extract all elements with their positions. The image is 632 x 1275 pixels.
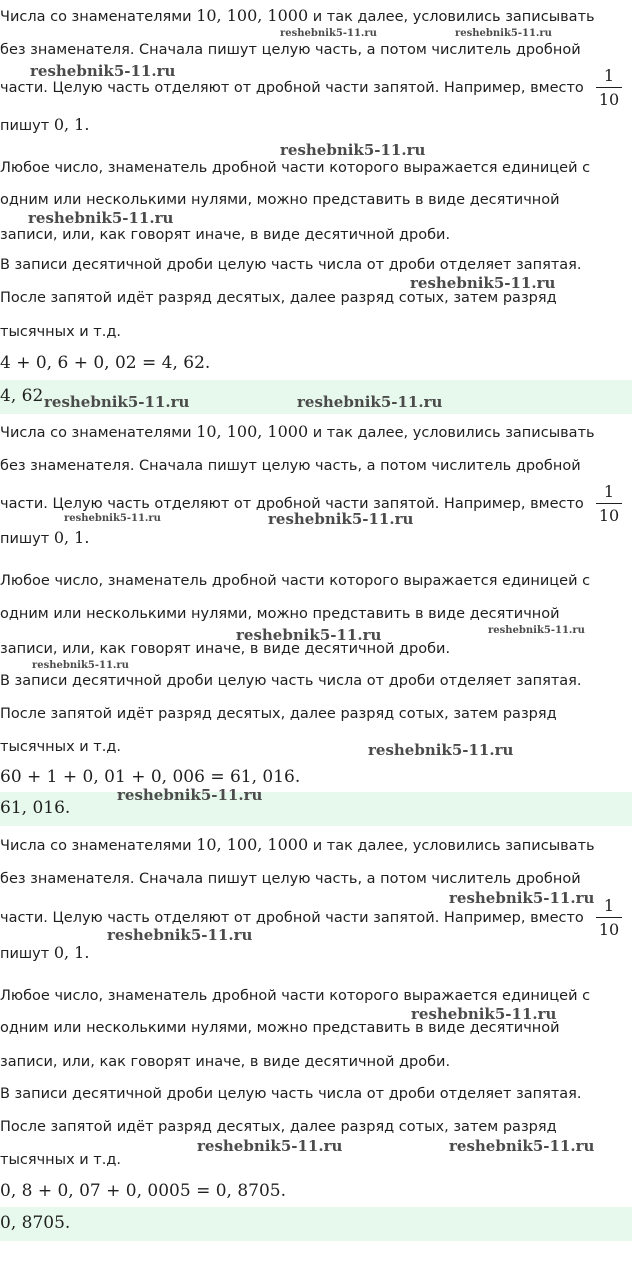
theory-line-6: одним или несколькими нулями, можно представить в виде десятичной [0, 1020, 560, 1036]
theory-line-1: Числа со знаменателями 10, 100, 1000 и так далее, условились записывать [0, 7, 595, 25]
theory-line-9: После запятой идёт разряд десятых, далее разряд сотых, затем разряд [0, 290, 557, 306]
equation-3: 0, 8 + 0, 07 + 0, 0005 = 0, 8705. [0, 1181, 287, 1201]
theory-line-2: без знаменателя. Сначала пишут целую часть, а потом числитель дробной [0, 42, 581, 58]
theory-line-4: пишут 0, 1. [0, 529, 90, 547]
theory-line-7: записи, или, как говорят иначе, в виде десятичной дроби. [0, 227, 451, 243]
watermark: reshebnik5-11.ru [455, 28, 552, 39]
theory-line-4: пишут 0, 1. [0, 944, 90, 962]
theory-line-5: Любое число, знаменатель дробной части которого выражается единицей с [0, 988, 591, 1004]
fraction-one-tenth: 1 10 [596, 66, 622, 109]
watermark: reshebnik5-11.ru [30, 62, 176, 80]
equation-2: 60 + 1 + 0, 01 + 0, 006 = 61, 016. [0, 767, 301, 787]
watermark: reshebnik5-11.ru [44, 393, 190, 411]
theory-line-1: Числа со знаменателями 10, 100, 1000 и так далее, условились записывать [0, 836, 595, 854]
theory-line-9: После запятой идёт разряд десятых, далее разряд сотых, затем разряд [0, 1119, 557, 1135]
theory-line-6: одним или несколькими нулями, можно представить в виде десятичной [0, 606, 560, 622]
theory-line-4: пишут 0, 1. [0, 116, 90, 134]
theory-line-2: без знаменателя. Сначала пишут целую часть, а потом числитель дробной [0, 871, 581, 887]
theory-line-3: части. Целую часть отделяют от дробной части запятой. Например, вместо [0, 80, 584, 96]
theory-line-7: записи, или, как говорят иначе, в виде десятичной дроби. [0, 1054, 451, 1070]
theory-line-3: части. Целую часть отделяют от дробной части запятой. Например, вместо [0, 496, 584, 512]
watermark: reshebnik5-11.ru [236, 626, 382, 644]
watermark: reshebnik5-11.ru [280, 141, 426, 159]
answer-1: 4, 62 [0, 386, 44, 406]
theory-line-6: одним или несколькими нулями, можно представить в виде десятичной [0, 192, 560, 208]
answer-box-3 [0, 1207, 632, 1241]
watermark: reshebnik5-11.ru [32, 660, 129, 671]
theory-line-10: тысячных и т.д. [0, 739, 121, 755]
watermark: reshebnik5-11.ru [197, 1137, 343, 1155]
theory-line-1: Числа со знаменателями 10, 100, 1000 и так далее, условились записывать [0, 423, 595, 441]
theory-line-9: После запятой идёт разряд десятых, далее разряд сотых, затем разряд [0, 706, 557, 722]
theory-line-3: части. Целую часть отделяют от дробной части запятой. Например, вместо [0, 910, 584, 926]
answer-2: 61, 016. [0, 798, 71, 818]
theory-line-7: записи, или, как говорят иначе, в виде десятичной дроби. [0, 641, 451, 657]
fraction-one-tenth: 1 10 [596, 482, 622, 525]
watermark: reshebnik5-11.ru [64, 513, 161, 524]
watermark: reshebnik5-11.ru [449, 1137, 595, 1155]
answer-3: 0, 8705. [0, 1213, 71, 1233]
watermark: reshebnik5-11.ru [107, 926, 253, 944]
theory-line-5: Любое число, знаменатель дробной части которого выражается единицей с [0, 573, 591, 589]
watermark: reshebnik5-11.ru [297, 393, 443, 411]
fraction-one-tenth: 1 10 [596, 896, 622, 939]
watermark: reshebnik5-11.ru [28, 209, 174, 227]
watermark: reshebnik5-11.ru [368, 741, 514, 759]
answer-box-2 [0, 792, 632, 826]
watermark: reshebnik5-11.ru [268, 510, 414, 528]
watermark: reshebnik5-11.ru [280, 28, 377, 39]
watermark: reshebnik5-11.ru [488, 625, 585, 636]
watermark: reshebnik5-11.ru [411, 1005, 557, 1023]
theory-line-8: В записи десятичной дроби целую часть числа от дроби отделяет запятая. [0, 673, 582, 689]
watermark: reshebnik5-11.ru [449, 889, 595, 907]
theory-line-5: Любое число, знаменатель дробной части которого выражается единицей с [0, 160, 591, 176]
theory-line-2: без знаменателя. Сначала пишут целую часть, а потом числитель дробной [0, 458, 581, 474]
theory-line-8: В записи десятичной дроби целую часть числа от дроби отделяет запятая. [0, 257, 582, 273]
theory-line-10: тысячных и т.д. [0, 324, 121, 340]
watermark: reshebnik5-11.ru [410, 274, 556, 292]
theory-line-10: тысячных и т.д. [0, 1152, 121, 1168]
watermark: reshebnik5-11.ru [117, 786, 263, 804]
theory-line-8: В записи десятичной дроби целую часть числа от дроби отделяет запятая. [0, 1086, 582, 1102]
equation-1: 4 + 0, 6 + 0, 02 = 4, 62. [0, 353, 211, 373]
